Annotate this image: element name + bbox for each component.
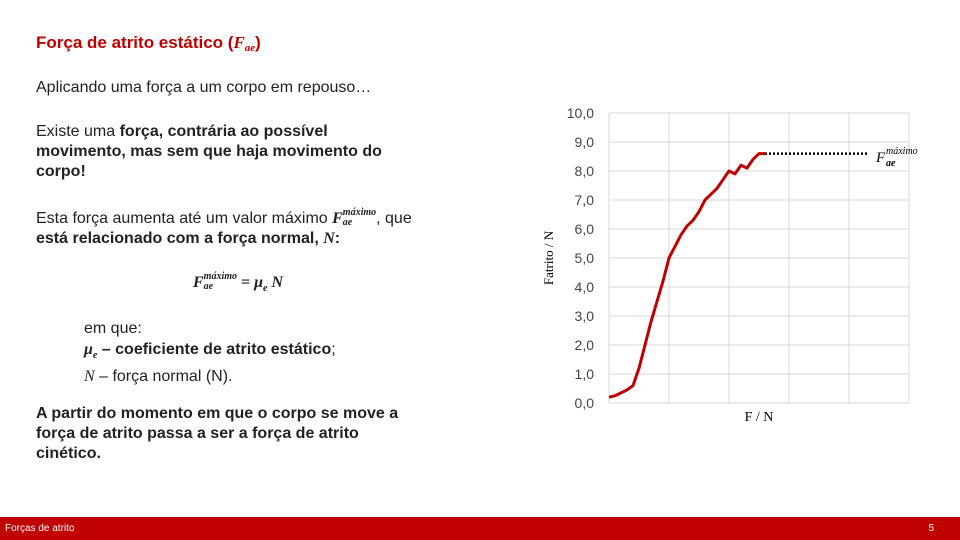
page-number: 5 bbox=[928, 523, 934, 534]
title-text: Força de atrito estático ( bbox=[36, 33, 234, 52]
para1-prefix: Existe uma bbox=[36, 123, 120, 140]
y-tick-labels bbox=[567, 105, 594, 411]
y-tick-label: 0,0 bbox=[574, 395, 594, 411]
formula-mu-sub: e bbox=[263, 283, 268, 294]
def-mu-text: – coeficiente de atrito estático bbox=[97, 341, 332, 358]
y-tick-label: 3,0 bbox=[574, 308, 594, 324]
formula-sup: máximo bbox=[203, 271, 238, 282]
y-tick-label: 7,0 bbox=[574, 192, 594, 208]
def-mu-symbol: μ bbox=[84, 341, 93, 358]
y-tick-label: 4,0 bbox=[574, 279, 594, 295]
y-axis-label: Fatrito / N bbox=[541, 230, 556, 286]
static-friction-line bbox=[609, 154, 765, 398]
conclusion-line-3: cinético. bbox=[36, 445, 101, 462]
title-subscript: ae bbox=[244, 42, 256, 54]
formula-sub: ae bbox=[203, 281, 214, 292]
y-tick-label: 10,0 bbox=[566, 105, 594, 121]
para1-bold-3: corpo! bbox=[36, 163, 86, 180]
footer-title: Forças de atrito bbox=[5, 523, 75, 534]
y-tick-label: 9,0 bbox=[574, 134, 594, 150]
para2-sup: máximo bbox=[342, 207, 377, 218]
para2-normal-symbol: N bbox=[323, 230, 335, 247]
formula-eq: = bbox=[237, 274, 255, 291]
para2-line2: está relacionado com a força normal, bbox=[36, 230, 324, 247]
def-mu-end: ; bbox=[331, 341, 336, 358]
max-annotation bbox=[875, 146, 918, 169]
x-axis-label: F / N bbox=[744, 410, 774, 425]
def-mu-sub: e bbox=[92, 350, 98, 361]
para1-bold-1: força, contrária ao possível bbox=[119, 123, 328, 140]
conclusion-line-1: A partir do momento em que o corpo se move a bbox=[36, 405, 399, 422]
y-tick-label: 8,0 bbox=[574, 163, 594, 179]
conclusion-line-2: força de atrito passa a ser a força de atrito bbox=[36, 425, 359, 442]
intro-text: Aplicando uma força a um corpo em repouso… bbox=[36, 79, 372, 96]
para2-suffix: , que bbox=[376, 210, 412, 227]
chart-grid bbox=[609, 113, 909, 403]
annotation-sup: máximo bbox=[886, 146, 918, 157]
footer-bar bbox=[0, 517, 960, 540]
para2-colon: : bbox=[334, 230, 341, 247]
title-symbol: F bbox=[233, 33, 245, 52]
def-n-symbol: N bbox=[84, 368, 95, 385]
para2-symbol: F bbox=[332, 210, 343, 227]
para2-sub: ae bbox=[342, 217, 353, 228]
title-close: ) bbox=[255, 33, 261, 52]
para1-bold-2: movimento, mas sem que haja movimento do bbox=[36, 143, 382, 160]
def-n-text: – força normal (N). bbox=[94, 368, 233, 385]
formula-rhs: N bbox=[267, 274, 284, 291]
y-tick-label: 5,0 bbox=[574, 250, 594, 266]
para2-prefix: Esta força aumenta até um valor máximo bbox=[36, 210, 333, 227]
y-tick-label: 2,0 bbox=[574, 337, 594, 353]
annotation-symbol: F bbox=[876, 150, 886, 166]
formula-lhs: F bbox=[193, 274, 204, 291]
formula-mu: μ bbox=[254, 274, 264, 291]
y-tick-label: 1,0 bbox=[574, 366, 594, 382]
y-tick-label: 6,0 bbox=[574, 221, 594, 237]
series-group bbox=[609, 154, 867, 398]
definitions-header: em que: bbox=[84, 320, 142, 337]
annotation-sub: ae bbox=[886, 158, 896, 169]
